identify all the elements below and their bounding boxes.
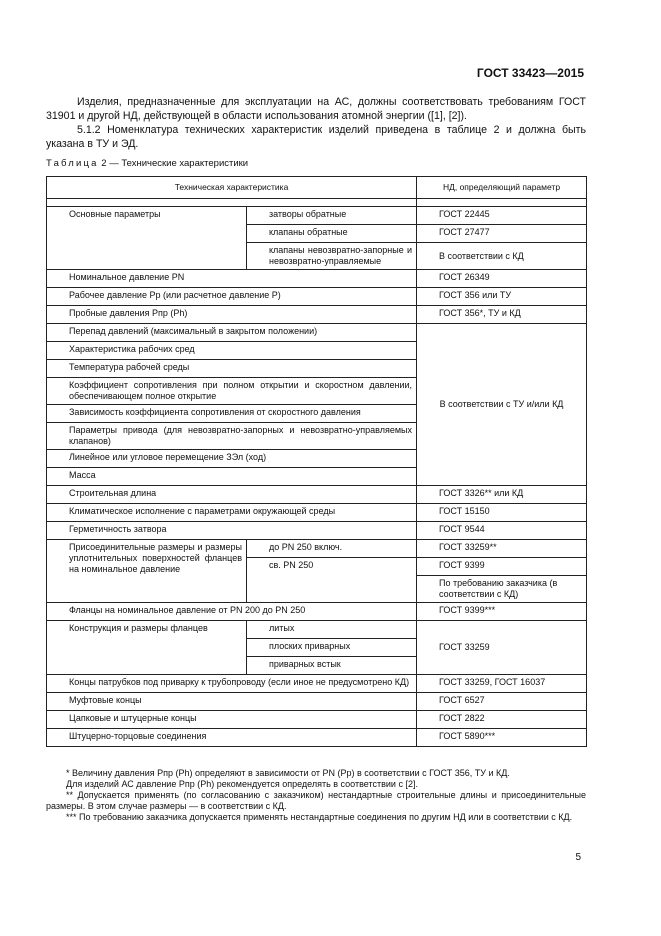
row-nd: ГОСТ 33259** bbox=[417, 540, 587, 558]
row-text: Коэффициент сопротивления при полном открытии и скоростном давлении, обеспечивающем полное открытие bbox=[47, 378, 417, 405]
row-sub: св. PN 250 bbox=[247, 558, 417, 603]
row-sub: приварных встык bbox=[247, 657, 417, 675]
header-nd: НД, определяющий параметр bbox=[417, 177, 587, 199]
row-text: Линейное или угловое перемещение ЗЭл (ход) bbox=[47, 450, 417, 468]
row-text: Фланцы на номинальное давление от PN 200 до PN 250 bbox=[47, 603, 417, 621]
row-nd: ГОСТ 2822 bbox=[417, 711, 587, 729]
paragraph-2: 5.1.2 Номенклатура технических характеристик изделий приведена в таблице 2 и должна быть указана в ТУ и ЭД. bbox=[46, 124, 586, 150]
row-nd: ГОСТ 9544 bbox=[417, 522, 587, 540]
row-text: Муфтовые концы bbox=[47, 693, 417, 711]
row-nd: ГОСТ 356 или ТУ bbox=[417, 288, 587, 306]
row-main-params: Основные параметры bbox=[47, 207, 247, 270]
row-sub: затворы обратные bbox=[247, 207, 417, 225]
paragraph-1: Изделия, предназначенные для эксплуатации на АС, должны соответствовать требованиям ГОСТ 31901 и другой НД, действующей в области использования атомной энергии ([1], [2]). bbox=[46, 96, 586, 122]
row-text: Цапковые и штуцерные концы bbox=[47, 711, 417, 729]
row-text: Характеристика рабочих сред bbox=[47, 342, 417, 360]
row-sub: до PN 250 включ. bbox=[247, 540, 417, 558]
row-nd: В соответствии с КД bbox=[417, 243, 587, 270]
row-text: Строительная длина bbox=[47, 486, 417, 504]
table-row bbox=[47, 729, 587, 747]
table-row bbox=[47, 711, 587, 729]
table-row bbox=[47, 522, 587, 540]
row-text: Штуцерно-торцовые соединения bbox=[47, 729, 417, 747]
row-sub: литых bbox=[247, 621, 417, 639]
row-text: Зависимость коэффициента сопротивления от скоростного давления bbox=[47, 405, 417, 423]
row-nd: ГОСТ 33259, ГОСТ 16037 bbox=[417, 675, 587, 693]
row-nd-group: В соответствии с ТУ и/или КД bbox=[417, 324, 587, 486]
row-text: Климатическое исполнение с параметрами окружающей среды bbox=[47, 504, 417, 522]
footnote-1: * Величину давления Pпр (Ph) определяют в зависимости от PN (Pр) в соответствии с ГОСТ 356, ТУ и КД. bbox=[66, 768, 510, 778]
row-nd: ГОСТ 6527 bbox=[417, 693, 587, 711]
row-flange-dimensions: Присоединительные размеры и размеры уплотнительных поверхностей фланцев на номинальное давление bbox=[47, 540, 247, 603]
row-text: Концы патрубков под приварку к трубопроводу (если иное не предусмотрено КД) bbox=[47, 675, 417, 693]
row-sub: клапаны обратные bbox=[247, 225, 417, 243]
row-sub: плоских приварных bbox=[247, 639, 417, 657]
table-row bbox=[47, 621, 587, 639]
footnote-3: *** По требованию заказчика допускается применять нестандартные соединения по другим НД или в соответствии с КД. bbox=[66, 812, 573, 822]
row-nd: ГОСТ 22445 bbox=[417, 207, 587, 225]
row-nd: По требованию заказчика (в соответствии с КД) bbox=[417, 576, 587, 603]
table-row bbox=[47, 540, 587, 558]
row-nd: ГОСТ 33259 bbox=[417, 621, 587, 675]
table-row bbox=[47, 486, 587, 504]
row-text: Температура рабочей среды bbox=[47, 360, 417, 378]
table-row bbox=[47, 306, 587, 324]
table-row bbox=[47, 270, 587, 288]
row-text: Пробные давления Pпр (Ph) bbox=[47, 306, 417, 324]
row-text: Герметичность затвора bbox=[47, 522, 417, 540]
table-row bbox=[47, 207, 587, 225]
row-nd: ГОСТ 27477 bbox=[417, 225, 587, 243]
footnote-2: ** Допускается применять (по согласованию с заказчиком) нестандартные строительные длины и присоединительные размеры. В этом случае размеры — в соответствии с КД. bbox=[46, 790, 586, 811]
table-row bbox=[47, 693, 587, 711]
row-nd: ГОСТ 3326** или КД bbox=[417, 486, 587, 504]
footnote-1b: Для изделий АС давление Pпр (Ph) рекомендуется определять в соответствии с [2]. bbox=[66, 779, 418, 789]
row-text: Номинальное давление PN bbox=[47, 270, 417, 288]
row-nd: ГОСТ 15150 bbox=[417, 504, 587, 522]
row-nd: ГОСТ 9399*** bbox=[417, 603, 587, 621]
row-nd: ГОСТ 5890*** bbox=[417, 729, 587, 747]
page-number: 5 bbox=[575, 852, 581, 863]
table-row bbox=[47, 675, 587, 693]
table-row bbox=[47, 504, 587, 522]
technical-characteristics-table bbox=[46, 176, 587, 747]
header-characteristic: Техническая характеристика bbox=[47, 177, 417, 199]
row-flange-construction: Конструкция и размеры фланцев bbox=[47, 621, 247, 675]
row-nd: ГОСТ 26349 bbox=[417, 270, 587, 288]
row-text: Перепад давлений (максимальный в закрытом положении) bbox=[47, 324, 417, 342]
table-row bbox=[47, 324, 587, 342]
row-text: Параметры привода (для невозвратно-запорных и невозвратно-управляемых клапанов) bbox=[47, 423, 417, 450]
document-code: ГОСТ 33423—2015 bbox=[476, 66, 584, 80]
table-caption: Таблица 2 — Технические характеристики bbox=[46, 158, 249, 169]
row-nd: ГОСТ 356*, ТУ и КД bbox=[417, 306, 587, 324]
table-row bbox=[47, 288, 587, 306]
row-text: Масса bbox=[47, 468, 417, 486]
row-nd: ГОСТ 9399 bbox=[417, 558, 587, 576]
table-footnotes bbox=[46, 768, 586, 823]
table-row bbox=[47, 603, 587, 621]
row-sub: клапаны невозвратно-запорные и невозвратно-управляемые bbox=[247, 243, 417, 270]
table-header-row bbox=[47, 177, 587, 199]
row-text: Рабочее давление Pр (или расчетное давление P) bbox=[47, 288, 417, 306]
